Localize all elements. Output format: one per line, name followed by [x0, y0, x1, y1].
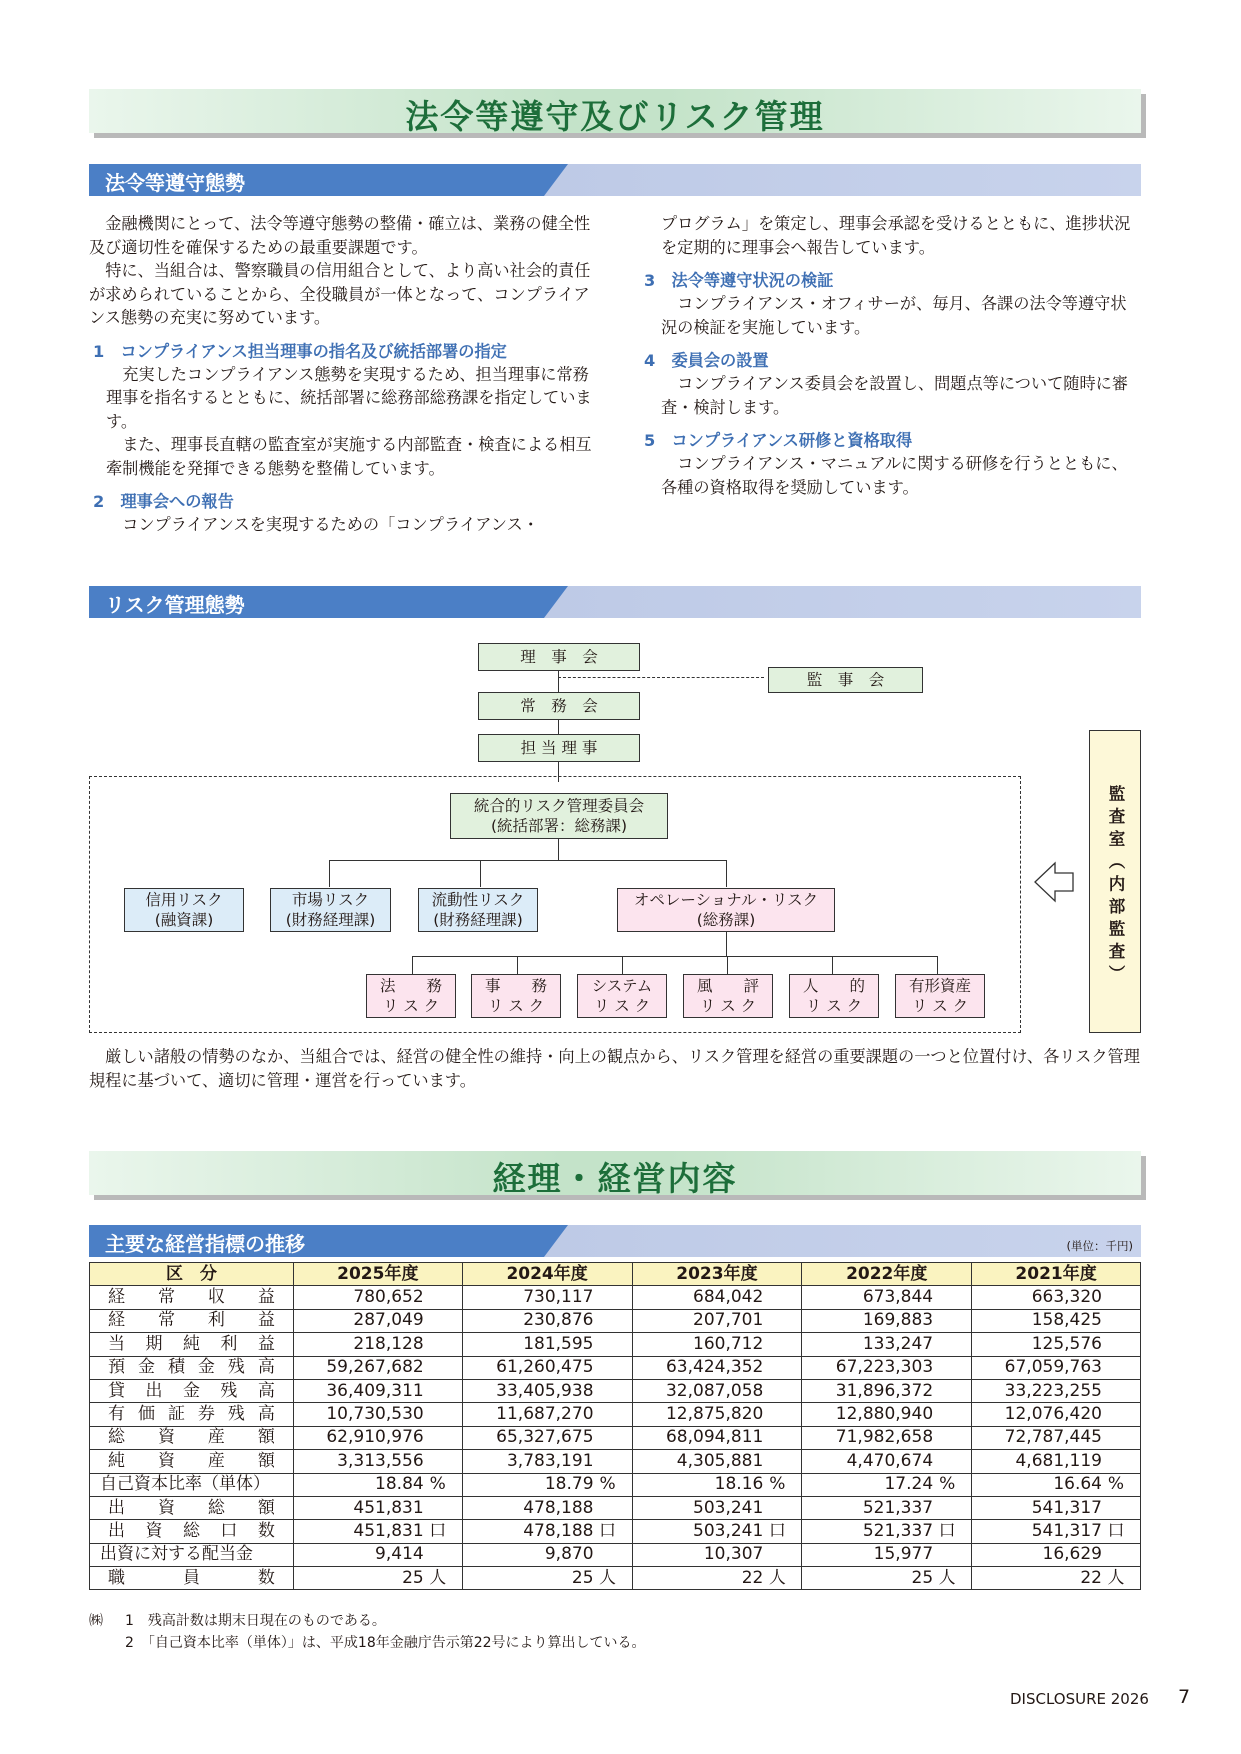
table-cell: [462, 1286, 632, 1309]
row-label: 経常収益: [90, 1286, 294, 1309]
column-header: 区 分: [90, 1263, 294, 1286]
cell-value: 68,094,811: [665, 1427, 764, 1448]
table-cell: [293, 1520, 462, 1543]
auditors-box: 監 事 会: [768, 667, 923, 693]
section-title: 主要な経営指標の推移: [105, 1232, 305, 1256]
cell-unit: 人: [429, 1567, 447, 1588]
cell-value: 218,128: [353, 1333, 424, 1354]
row-label: 預金積金残高: [90, 1356, 294, 1379]
cell-value: 541,317: [1031, 1520, 1102, 1541]
paragraph: 金融機関にとって、法令等遵守態勢の整備・確立は、業務の健全性及び適切性を確保するための最重要課題です。: [89, 214, 591, 257]
table-cell: [802, 1403, 972, 1426]
cell-unit: 口: [429, 1520, 447, 1541]
note: 2 「自己資本比率（単体）」は、平成18年金融庁告示第22号により算出している。: [125, 1635, 646, 1651]
note-mark: ㈱: [89, 1613, 103, 1629]
column-header: 2023年度: [632, 1263, 802, 1286]
table-row: [90, 1426, 1141, 1449]
subheading: 3 法令等遵守状況の検証: [644, 271, 834, 290]
table-cell: [293, 1333, 462, 1356]
cell-value: 71,982,658: [835, 1427, 934, 1448]
cell-value: 287,049: [353, 1310, 424, 1331]
paragraph: プログラム」を策定し、理事会承認を受けるとともに、進捗状況を定期的に理事会へ報告しています。: [661, 214, 1131, 257]
executive-box: 常 務 会: [478, 692, 640, 720]
cell-unit: %: [599, 1474, 616, 1495]
title-banner: [89, 1151, 1141, 1198]
paragraph: 充実したコンプライアンス態勢を実現するため、担当理事に常務理事を指名するとともに、統括部署に総務部総務課を指定しています。: [106, 364, 592, 431]
table-cell: [802, 1309, 972, 1332]
cell-value: 207,701: [693, 1310, 764, 1331]
table-cell: [632, 1473, 802, 1496]
director-box: 担 当 理 事: [478, 734, 640, 762]
paragraph: コンプライアンスを実現するための「コンプライアンス・: [122, 515, 539, 534]
credit-risk-box: 信用リスク (融資課): [124, 888, 244, 932]
row-label: 出資総額: [90, 1496, 294, 1519]
cell-value: 33,405,938: [496, 1380, 594, 1401]
paragraph: コンプライアンス・オフィサーが、毎月、各課の法令等遵守状況の検証を実施しています。: [661, 294, 1127, 337]
table-cell: [293, 1403, 462, 1426]
legal-risk-box: 法 務 リ ス ク: [366, 974, 456, 1018]
cell-value: 12,076,420: [1004, 1404, 1102, 1425]
table-cell: [972, 1520, 1141, 1543]
cell-unit: %: [769, 1474, 786, 1495]
subheading: 1 コンプライアンス担当理事の指名及び統括部署の指定: [93, 341, 507, 361]
table-row: [90, 1333, 1141, 1356]
row-label: 総資産額: [90, 1426, 294, 1449]
column-header: 2021年度: [972, 1263, 1141, 1286]
cell-value: 451,831: [353, 1497, 424, 1518]
cell-unit: 人: [768, 1567, 786, 1588]
subheading: 4 委員会の設置: [644, 351, 769, 370]
paragraph: また、理事長直轄の監査室が実施する内部監査・検査による相互牽制機能を発揮できる態勢を整備しています。: [106, 435, 592, 478]
row-label: 貸出金残高: [90, 1379, 294, 1402]
paragraph: コンプライアンス・マニュアルに関する研修を行うとともに、各種の資格取得を奨励しています。: [661, 454, 1128, 497]
cell-value: 3,783,191: [506, 1450, 594, 1471]
cell-unit: 口: [938, 1520, 956, 1541]
cell-value: 730,117: [523, 1287, 594, 1308]
table-cell: [632, 1450, 802, 1473]
row-label: 純資産額: [90, 1450, 294, 1473]
cell-value: 478,188: [523, 1497, 594, 1518]
kpi-table: [89, 1262, 1141, 1590]
cell-unit: %: [429, 1474, 446, 1495]
table-cell: [802, 1496, 972, 1519]
cell-value: 15,977: [873, 1544, 934, 1565]
cell-value: 25: [402, 1567, 424, 1588]
board-box: 理 事 会: [478, 643, 640, 671]
table-cell: [802, 1473, 972, 1496]
cell-value: 158,425: [1031, 1310, 1102, 1331]
table-cell: [972, 1309, 1141, 1332]
cell-value: 62,910,976: [326, 1427, 424, 1448]
table-cell: [462, 1473, 632, 1496]
cell-value: 61,260,475: [496, 1357, 594, 1378]
cell-value: 9,870: [544, 1544, 594, 1565]
table-row: [90, 1473, 1141, 1496]
paragraph: コンプライアンス委員会を設置し、問題点等について随時に審査・検討します。: [661, 374, 1129, 417]
cell-value: 16.64: [1053, 1474, 1102, 1495]
table-cell: [632, 1403, 802, 1426]
cell-value: 169,883: [862, 1310, 934, 1331]
cell-unit: 口: [599, 1520, 617, 1541]
table-cell: [293, 1543, 462, 1566]
cell-value: 25: [571, 1567, 594, 1588]
cell-value: 503,241: [693, 1497, 764, 1518]
table-cell: [462, 1403, 632, 1426]
table-cell: [632, 1356, 802, 1379]
cell-value: 11,687,270: [496, 1404, 594, 1425]
page-number: 7: [1178, 1686, 1191, 1708]
cell-value: 12,880,940: [835, 1404, 934, 1425]
table-cell: [802, 1543, 972, 1566]
table-cell: [632, 1520, 802, 1543]
table-header-row: [90, 1263, 1141, 1286]
table-cell: [972, 1379, 1141, 1402]
note: 1 残高計数は期末日現在のものである。: [125, 1613, 386, 1629]
cell-value: 521,337: [862, 1497, 934, 1518]
table-row: [90, 1403, 1141, 1426]
table-cell: [802, 1356, 972, 1379]
table-cell: [972, 1426, 1141, 1449]
system-risk-box: システム リ ス ク: [577, 974, 667, 1018]
cell-value: 125,576: [1031, 1333, 1102, 1354]
paragraph: 特に、当組合は、警察職員の信用組合として、より高い社会的責任が求められていることから、全役職員が一体となって、コンプライアンス態勢の充実に努めています。: [89, 261, 591, 327]
table-cell: [293, 1426, 462, 1449]
table-cell: [972, 1543, 1141, 1566]
column-header: 2025年度: [293, 1263, 462, 1286]
table-cell: [802, 1426, 972, 1449]
table-row: [90, 1379, 1141, 1402]
unit-label: (単位：千円): [1066, 1239, 1133, 1253]
cell-value: 663,320: [1031, 1287, 1102, 1308]
table-cell: [293, 1356, 462, 1379]
cell-value: 67,059,763: [1004, 1357, 1102, 1378]
cell-value: 36,409,311: [326, 1380, 424, 1401]
table-cell: [972, 1473, 1141, 1496]
cell-value: 32,087,058: [665, 1380, 764, 1401]
cell-value: 18.84: [375, 1474, 424, 1495]
table-cell: [293, 1473, 462, 1496]
table-row: [90, 1543, 1141, 1566]
cell-value: 31,896,372: [835, 1380, 934, 1401]
cell-value: 63,424,352: [665, 1357, 764, 1378]
cell-value: 10,307: [703, 1544, 764, 1565]
cell-value: 12,875,820: [665, 1404, 764, 1425]
table-cell: [462, 1309, 632, 1332]
section-header: [89, 1225, 1141, 1257]
table-cell: [802, 1450, 972, 1473]
reputation-risk-box: 風 評 リ ス ク: [683, 974, 773, 1018]
table-cell: [802, 1333, 972, 1356]
column-header: 2024年度: [462, 1263, 632, 1286]
table-row: [90, 1520, 1141, 1543]
human-risk-box: 人 的 リ ス ク: [789, 974, 879, 1018]
row-label: 出資総口数: [90, 1520, 294, 1543]
table-cell: [293, 1496, 462, 1519]
footer-label: DISCLOSURE 2026: [1010, 1690, 1149, 1708]
cell-value: 541,317: [1031, 1497, 1102, 1518]
administrative-risk-box: 事 務 リ ス ク: [471, 974, 561, 1018]
table-notes: [89, 1610, 646, 1654]
cell-value: 521,337: [862, 1520, 934, 1541]
table-row: [90, 1567, 1141, 1590]
table-cell: [972, 1450, 1141, 1473]
table-cell: [632, 1286, 802, 1309]
cell-value: 4,681,119: [1015, 1450, 1102, 1471]
row-label: 経常利益: [90, 1309, 294, 1332]
cell-value: 503,241: [693, 1520, 764, 1541]
cell-value: 18.79: [544, 1474, 594, 1495]
table-cell: [972, 1567, 1141, 1590]
table-cell: [462, 1543, 632, 1566]
table-row: [90, 1309, 1141, 1332]
cell-value: 67,223,303: [835, 1357, 934, 1378]
table-row: [90, 1450, 1141, 1473]
title-banner: [89, 89, 1141, 136]
cell-value: 4,305,881: [676, 1450, 764, 1471]
cell-value: 10,730,530: [326, 1404, 424, 1425]
cell-unit: 口: [1107, 1520, 1125, 1541]
table-cell: [293, 1450, 462, 1473]
table-cell: [293, 1379, 462, 1402]
cell-value: 16,629: [1042, 1544, 1102, 1565]
cell-value: 478,188: [523, 1520, 594, 1541]
cell-value: 65,327,675: [496, 1427, 594, 1448]
cell-unit: 人: [1107, 1567, 1125, 1588]
section-header: [89, 586, 1141, 618]
left-column: [89, 212, 599, 537]
page-title: 経理・経営内容: [492, 1159, 738, 1198]
cell-value: 25: [911, 1567, 934, 1588]
cell-value: 22: [1080, 1567, 1102, 1588]
table-cell: [293, 1309, 462, 1332]
subheading: 2 理事会への報告: [93, 492, 234, 511]
cell-value: 673,844: [862, 1287, 934, 1308]
committee-box: 統合的リスク管理委員会 (統括部署：総務課): [450, 793, 668, 839]
cell-value: 133,247: [862, 1333, 934, 1354]
table-cell: [462, 1567, 632, 1590]
right-column: [644, 212, 1141, 499]
cell-value: 4,470,674: [846, 1450, 934, 1471]
column-header: 2022年度: [802, 1263, 972, 1286]
table-cell: [632, 1496, 802, 1519]
table-cell: [972, 1356, 1141, 1379]
cell-unit: 人: [599, 1567, 617, 1588]
table-row: [90, 1356, 1141, 1379]
table-cell: [972, 1496, 1141, 1519]
table-cell: [462, 1426, 632, 1449]
cell-value: 22: [741, 1567, 764, 1588]
table-cell: [462, 1450, 632, 1473]
liquidity-risk-box: 流動性リスク (財務経理課): [418, 888, 538, 932]
row-label: 出資に対する配当金: [90, 1543, 294, 1566]
row-label: 当期純利益: [90, 1333, 294, 1356]
table-cell: [462, 1333, 632, 1356]
table-cell: [802, 1286, 972, 1309]
table-cell: [802, 1520, 972, 1543]
cell-unit: 人: [938, 1567, 956, 1588]
cell-value: 72,787,445: [1004, 1427, 1102, 1448]
operational-risk-box: オペレーショナル・リスク (総務課): [617, 888, 835, 932]
cell-value: 3,313,556: [337, 1450, 424, 1471]
table-cell: [802, 1567, 972, 1590]
page-title: 法令等遵守及びリスク管理: [405, 97, 825, 136]
risk-caption: 厳しい諸般の情勢のなか、当組合では、経営の健全性の維持・向上の観点から、リスク管理を経営の重要課題の一つと位置付け、各リスク管理規程に基づいて、適切に管理・運営を行っています。: [89, 1047, 1140, 1090]
cell-value: 160,712: [693, 1333, 764, 1354]
subheading: 5 コンプライアンス研修と資格取得: [644, 431, 913, 450]
row-label: 職員数: [90, 1567, 294, 1590]
table-cell: [293, 1567, 462, 1590]
table-cell: [462, 1496, 632, 1519]
cell-unit: %: [1107, 1474, 1125, 1495]
table-cell: [972, 1403, 1141, 1426]
section-title: 法令等遵守態勢: [105, 171, 245, 195]
cell-value: 181,595: [523, 1333, 594, 1354]
table-cell: [632, 1426, 802, 1449]
arrow-left-icon: [1033, 860, 1075, 904]
cell-value: 17.24: [884, 1474, 934, 1495]
table-row: [90, 1286, 1141, 1309]
table-cell: [462, 1356, 632, 1379]
market-risk-box: 市場リスク (財務経理課): [270, 888, 391, 932]
table-cell: [632, 1309, 802, 1332]
section-header: [89, 164, 1141, 196]
section-title: リスク管理態勢: [105, 593, 245, 617]
cell-value: 684,042: [693, 1287, 764, 1308]
table-cell: [632, 1333, 802, 1356]
cell-value: 33,223,255: [1004, 1380, 1102, 1401]
table-cell: [632, 1379, 802, 1402]
cell-value: 780,652: [353, 1287, 424, 1308]
table-row: [90, 1496, 1141, 1519]
cell-value: 451,831: [353, 1520, 424, 1541]
tangible-asset-risk-box: 有形資産 リ ス ク: [895, 974, 985, 1018]
row-label: 有価証券残高: [90, 1403, 294, 1426]
table-cell: [462, 1520, 632, 1543]
cell-value: 230,876: [523, 1310, 594, 1331]
cell-value: 59,267,682: [326, 1357, 424, 1378]
cell-unit: %: [939, 1474, 956, 1495]
table-cell: [632, 1543, 802, 1566]
cell-value: 9,414: [375, 1544, 424, 1565]
table-cell: [972, 1286, 1141, 1309]
table-cell: [462, 1379, 632, 1402]
cell-unit: 口: [768, 1520, 786, 1541]
audit-office-box: 監査室（内部監査）: [1089, 730, 1141, 1033]
table-cell: [972, 1333, 1141, 1356]
row-label: 自己資本比率（単体）: [90, 1473, 294, 1496]
table-cell: [632, 1567, 802, 1590]
table-cell: [293, 1286, 462, 1309]
cell-value: 18.16: [714, 1474, 764, 1495]
table-cell: [802, 1379, 972, 1402]
